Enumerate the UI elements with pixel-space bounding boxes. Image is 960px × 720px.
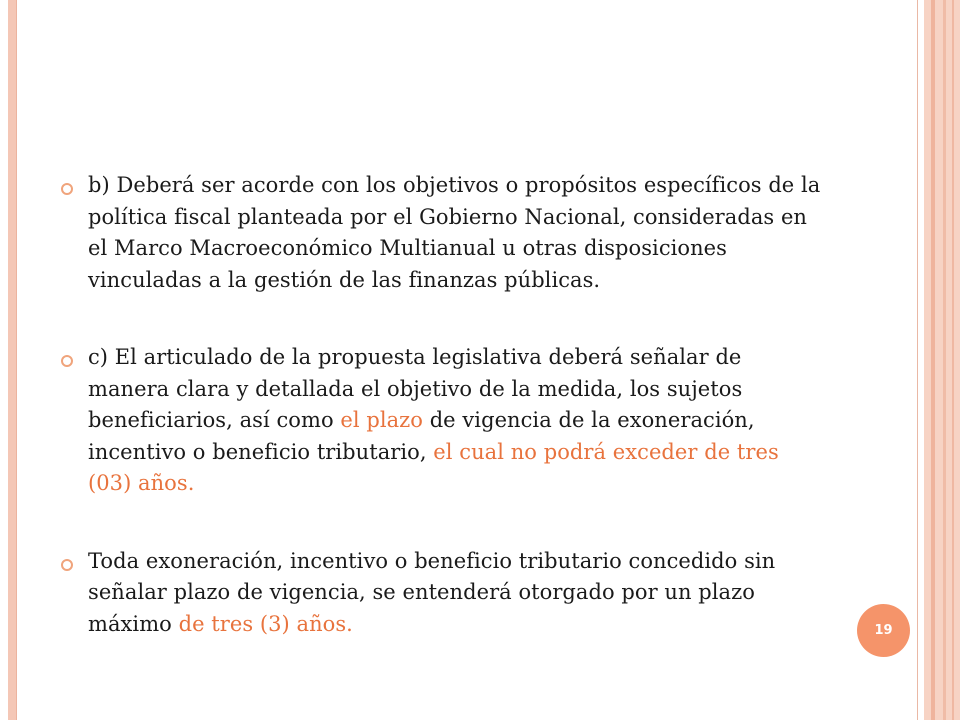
left-frame-border (8, 0, 17, 720)
right-frame-band (924, 0, 960, 720)
bullet-circle-icon (61, 183, 73, 195)
bullet-text: b) Deberá ser acorde con los objetivos o propósitos específicos de la política fiscal planteada por el Gobierno Nacional, consideradas en el Marco Macroeconómico Multianual u otras disposiciones vinculadas a la gestión de las finanzas públicas. (88, 173, 821, 292)
bullet-text: c) El articulado de la propuesta legislativa deberá señalar de manera clara y detallada el objetivo de la medida, los sujetos beneficiarios, así como (88, 345, 743, 432)
bullet-list (58, 170, 828, 640)
right-frame-stripe (943, 0, 946, 720)
bullet-text: de vigencia de la exoneración, incentivo o beneficio tributario, (88, 408, 755, 464)
bullet-item-toda (58, 546, 828, 641)
highlight-text: el cual no podrá exceder de tres (03) años. (88, 439, 779, 495)
bullet-item-b (58, 170, 828, 296)
bullet-circle-icon (61, 355, 73, 367)
right-frame-stripe (952, 0, 954, 720)
bullet-text: Toda exoneración, incentivo o beneficio tributario concedido sin señalar plazo de vigencia, se entenderá otorgado por un plazo máximo (88, 548, 776, 636)
highlight-text: el plazo (340, 408, 423, 432)
highlight-text: de tres (3) años. (178, 611, 353, 636)
right-frame-line (917, 0, 918, 720)
bullet-item-c (58, 342, 828, 500)
bullet-circle-icon (61, 559, 73, 571)
right-frame-stripe (931, 0, 935, 720)
page-number-badge: 19 (857, 604, 910, 657)
